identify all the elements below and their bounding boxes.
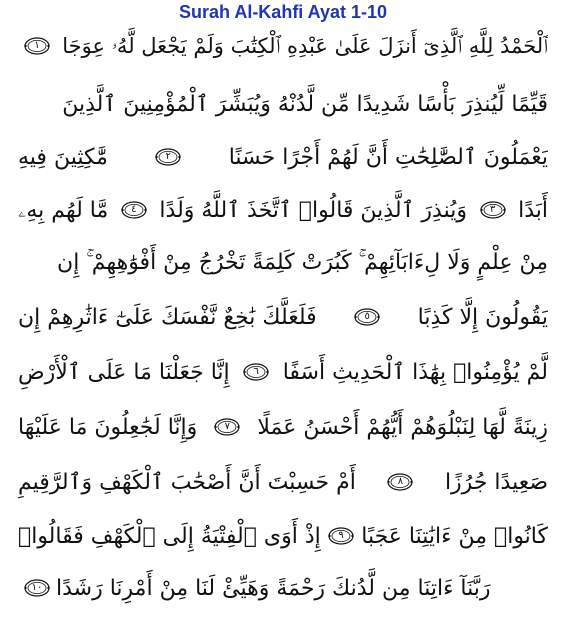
- page-title: Surah Al-Kahfi Ayat 1-10: [178, 2, 388, 22]
- verse-text: يَقُولُونَ إِلَّا كَذِبًا: [417, 304, 548, 330]
- verse-line: [18, 458, 548, 506]
- verse-text: قَيِّمًا لِّيُنذِرَ بَأْسًا شَدِيدًا مِّن لَّدُنْهُ وَيُبَشِّرَ ٱلْمُؤْمِنِينَ ٱلَّذِينَ: [62, 91, 548, 117]
- ayah-number: ٣: [489, 204, 496, 215]
- verse-text: وَإِنَّا لَجَٰعِلُونَ مَا عَلَيْهَا: [18, 414, 198, 440]
- verse-line: [18, 348, 548, 396]
- verse-text: وَيُنذِرَ ٱلَّذِينَ قَالُوا۟ ٱتَّخَذَ ٱللَّهُ وَلَدًا: [159, 197, 467, 223]
- verse-line: [18, 564, 548, 612]
- ayah-number: ٨: [397, 476, 404, 487]
- verse-text: لَّمْ يُؤْمِنُوا۟ بِهَٰذَا ٱلْحَدِيثِ أَسَفًا: [282, 359, 548, 385]
- ayah-number: ٤: [131, 204, 137, 215]
- ayah-end-marker-icon: [214, 418, 240, 436]
- verse-text-block: [18, 22, 548, 626]
- verse-line: [18, 238, 548, 286]
- ayah-number: ٧: [224, 421, 230, 432]
- ayah-number: ٢: [165, 151, 171, 162]
- verse-text: مَّا لَهُم بِهِۦ: [18, 197, 109, 223]
- ayah-end-marker-icon: [24, 579, 50, 597]
- verse-line: [18, 80, 548, 128]
- ayah-end-marker-icon: [387, 473, 413, 491]
- ayah-number: ١٠: [31, 582, 43, 593]
- verse-text: أَبَدًا: [518, 197, 548, 223]
- ayah-end-marker-icon: [328, 527, 354, 545]
- ayah-end-marker-icon: [243, 363, 269, 381]
- verse-text: مَّٰكِثِينَ فِيهِ: [18, 144, 108, 170]
- verse-line: [18, 133, 548, 181]
- ayah-number: ١: [34, 40, 40, 51]
- verse-text: زِينَةً لَّهَا لِنَبْلُوَهُمْ أَيُّهُمْ أَحْسَنُ عَمَلًا: [257, 414, 548, 440]
- ayah-number: ٥: [364, 311, 370, 322]
- verse-text: رَبَّنَآ ءَاتِنَا مِن لَّدُنكَ رَحْمَةً وَهَيِّئْ لَنَا مِنْ أَمْرِنَا رَشَدًا: [56, 575, 491, 601]
- verse-text: كَانُوا۟ مِنْ ءَايَٰتِنَا عَجَبًا: [361, 523, 548, 549]
- verse-text: أَمْ حَسِبْتَ أَنَّ أَصْحَٰبَ ٱلْكَهْفِ وَٱلرَّقِيمِ: [18, 469, 356, 495]
- verse-text: مِنْ عِلْمٍ وَلَا لِءَابَآئِهِمْ ۚ كَبُرَتْ كَلِمَةً تَخْرُجُ مِنْ أَفْوَٰهِهِمْ ۚ إِن: [57, 249, 548, 275]
- ayah-end-marker-icon: [121, 201, 147, 219]
- verse-text: يَعْمَلُونَ ٱلصَّٰلِحَٰتِ أَنَّ لَهُمْ أَجْرًا حَسَنًا: [228, 144, 548, 170]
- verse-line: [18, 22, 548, 70]
- verse-text: إِذْ أَوَى ٱلْفِتْيَةُ إِلَى ٱلْكَهْفِ فَقَالُوا۟: [18, 523, 321, 549]
- verse-line: [18, 512, 548, 560]
- ayah-end-marker-icon: [24, 37, 50, 55]
- verse-text: فَلَعَلَّكَ بَٰخِعٌ نَّفْسَكَ عَلَىٰٓ ءَاثَٰرِهِمْ إِن: [18, 304, 317, 330]
- ayah-end-marker-icon: [354, 308, 380, 326]
- verse-line: [18, 403, 548, 451]
- ayah-end-marker-icon: [155, 148, 181, 166]
- verse-text: إِنَّا جَعَلْنَا مَا عَلَى ٱلْأَرْضِ: [18, 359, 230, 385]
- verse-line: [18, 186, 548, 234]
- verse-line: [18, 293, 548, 341]
- verse-text: ٱلْحَمْدُ لِلَّهِ ٱلَّذِىٓ أَنزَلَ عَلَىٰ عَبْدِهِ ٱلْكِتَٰبَ وَلَمْ يَجْعَل لَّهُۥ عِوَجَا: [62, 33, 548, 58]
- ayah-number: ٦: [253, 366, 259, 377]
- ayah-end-marker-icon: [480, 201, 506, 219]
- ayah-number: ٩: [338, 530, 344, 541]
- verse-text: صَعِيدًا جُرُزًا: [444, 469, 548, 495]
